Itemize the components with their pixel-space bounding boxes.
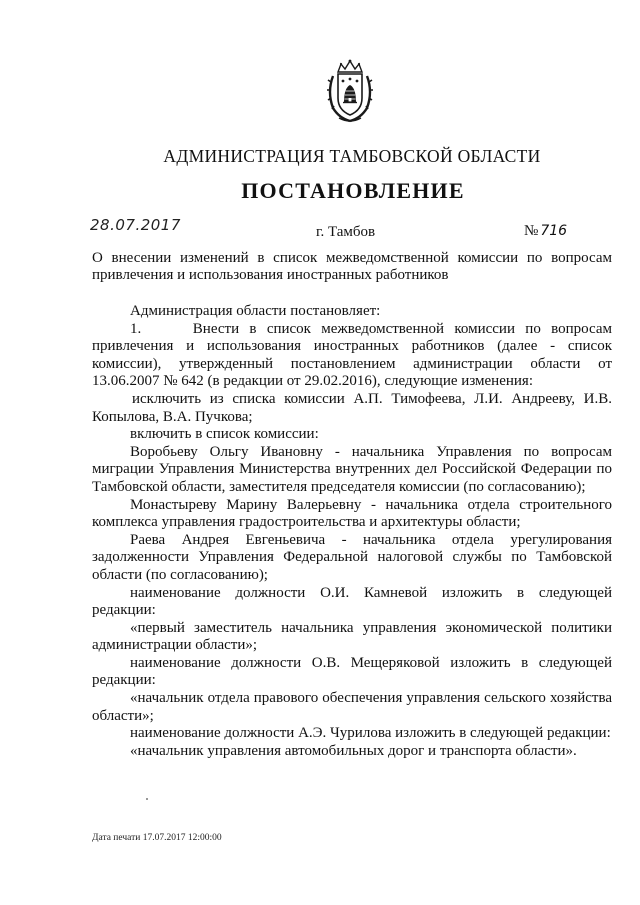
document-type-title: ПОСТАНОВЛЕНИЕ xyxy=(241,178,465,203)
document-subject: О внесении изменений в список межведомственной комиссии по вопросам привлечения и использования иностранных работников xyxy=(92,250,612,283)
body-paragraph: «первый заместитель начальника управления экономической политики администрации области»; xyxy=(92,619,612,654)
city-name: г. Тамбов xyxy=(316,224,376,240)
number-prefix: № xyxy=(524,223,539,239)
body-paragraph: Администрация области постановляет: xyxy=(130,303,381,319)
body-paragraph: наименование должности А.Э. Чурилова изложить в следующей редакции: xyxy=(130,725,611,742)
body-paragraph: исключить из списка комиссии А.П. Тимофеева, Л.И. Андрееву, И.В. Копылова, В.А. Пучкова; xyxy=(92,390,612,425)
body-paragraph: Воробьеву Ольгу Ивановну - начальника Управления по вопросам миграции Управления Министерства внутренних дел Российской Федерации по Тамбовской области, заместителя председателя комиссии (по согласованию); xyxy=(92,443,612,495)
document-date: 28.07.2017 xyxy=(90,216,181,234)
body-paragraph: Раева Андрея Евгеньевича - начальника отдела урегулирования задолженности Управления Федеральной налоговой службы по Тамбовской области (по согласованию); xyxy=(92,531,612,583)
print-date-footer: Дата печати 17.07.2017 12:00:00 xyxy=(92,833,222,843)
body-paragraph: «начальник отдела правового обеспечения управления сельского хозяйства области»; xyxy=(92,690,612,724)
body-paragraph: Монастыреву Марину Валерьевну - начальника отдела строительного комплекса управления градостроительства и архитектуры области; xyxy=(92,496,612,531)
body-paragraph: 1. Внести в список межведомственной комиссии по вопросам привлечения и использования иностранных работников (далее - список комиссии), утвержденный постановлением администрации области от 13.06.2007 № 642 (в редакции от 29.02.2016), следующие изменения: xyxy=(92,320,612,390)
number-value: 716 xyxy=(540,223,568,239)
body-paragraph: «начальник управления автомобильных дорог и транспорта области». xyxy=(130,742,577,759)
document-number xyxy=(524,223,567,240)
body-paragraph: включить в список комиссии: xyxy=(130,426,319,443)
coat-of-arms-icon xyxy=(324,58,376,124)
body-paragraph: наименование должности О.И. Камневой изложить в следующей редакции: xyxy=(92,584,612,619)
body-paragraph: наименование должности О.В. Мещеряковой изложить в следующей редакции: xyxy=(92,654,612,689)
document-body xyxy=(92,303,612,760)
organization-title: АДМИНИСТРАЦИЯ ТАМБОВСКОЙ ОБЛАСТИ xyxy=(163,146,541,166)
scan-speck xyxy=(146,798,148,800)
